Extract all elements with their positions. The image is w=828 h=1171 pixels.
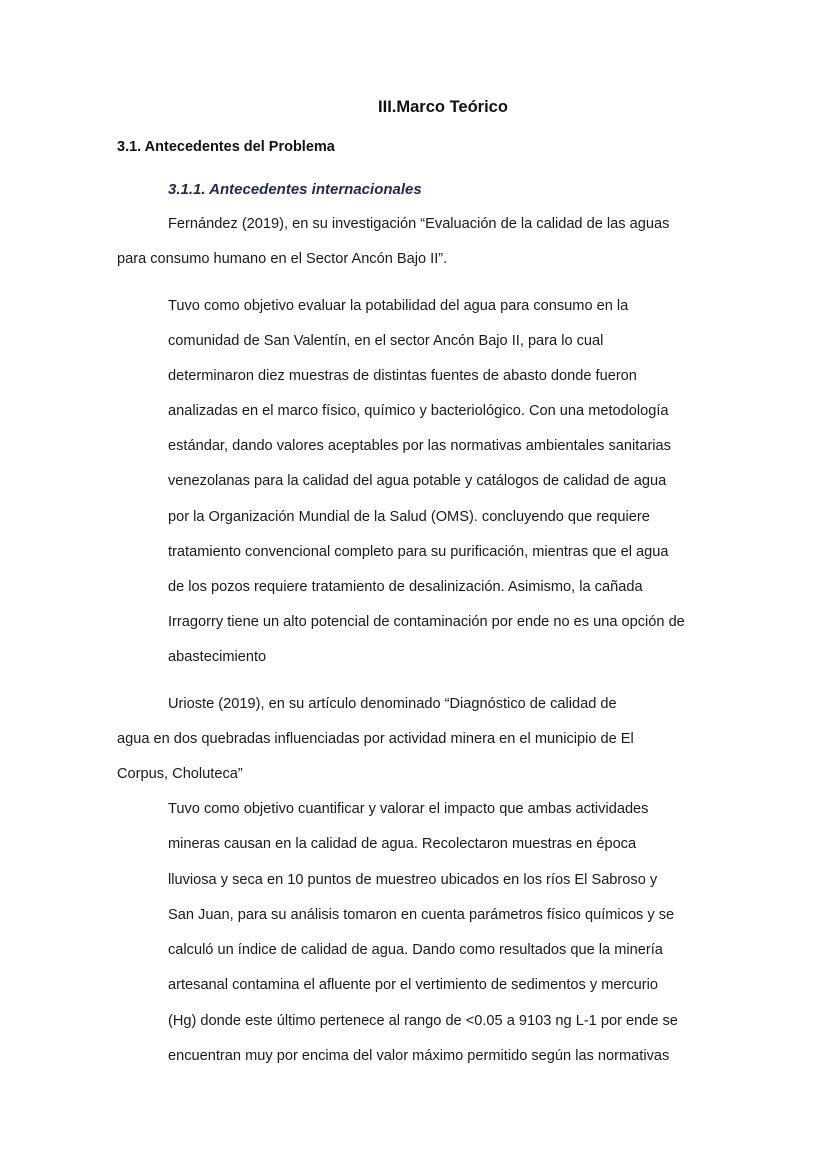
- text-line: Fernández (2019), en su investigación “Evaluación de la calidad de las aguas: [168, 216, 670, 232]
- text-line: San Juan, para su análisis tomaron en cuenta parámetros físico químicos y se: [168, 907, 675, 923]
- text-line: Tuvo como objetivo evaluar la potabilidad del agua para consumo en la: [168, 298, 629, 314]
- text-line: de los pozos requiere tratamiento de desalinización. Asimismo, la cañada: [168, 579, 643, 595]
- text-line: Tuvo como objetivo cuantificar y valorar el impacto que ambas actividades: [168, 801, 649, 817]
- text-line: analizadas en el marco físico, químico y bacteriológico. Con una metodología: [168, 403, 669, 419]
- text-line: determinaron diez muestras de distintas fuentes de abasto donde fueron: [168, 368, 637, 384]
- text-line: Irragorry tiene un alto potencial de contaminación por ende no es una opción de: [168, 614, 685, 630]
- text-line: comunidad de San Valentín, en el sector Ancón Bajo II, para lo cual: [168, 333, 604, 349]
- text-line: Corpus, Choluteca”: [117, 766, 243, 782]
- text-line: tratamiento convencional completo para su purificación, mientras que el agua: [168, 544, 669, 560]
- text-line: artesanal contamina el afluente por el vertimiento de sedimentos y mercurio: [168, 977, 658, 993]
- text-line: agua en dos quebradas influenciadas por actividad minera en el municipio de El: [117, 731, 634, 747]
- text-line: estándar, dando valores aceptables por las normativas ambientales sanitarias: [168, 438, 671, 454]
- text-line: para consumo humano en el Sector Ancón Bajo II”.: [117, 251, 448, 267]
- text-line: calculó un índice de calidad de agua. Dando como resultados que la minería: [168, 942, 663, 958]
- text-line: abastecimiento: [168, 649, 267, 665]
- text-line: encuentran muy por encima del valor máximo permitido según las normativas: [168, 1048, 670, 1064]
- text-line: lluviosa y seca en 10 puntos de muestreo ubicados en los ríos El Sabroso y: [168, 872, 658, 888]
- text-line: Urioste (2019), en su artículo denominado “Diagnóstico de calidad de: [168, 696, 617, 712]
- text-line: por la Organización Mundial de la Salud (OMS). concluyendo que requiere: [168, 509, 650, 525]
- text-line: (Hg) donde este último pertenece al rango de <0.05 a 9103 ng L-1 por ende se: [168, 1013, 678, 1029]
- text-line: venezolanas para la calidad del agua potable y catálogos de calidad de agua: [168, 473, 667, 489]
- section-heading: 3.1. Antecedentes del Problema: [117, 139, 335, 155]
- text-line: mineras causan en la calidad de agua. Recolectaron muestras en época: [168, 836, 637, 852]
- chapter-title: III.Marco Teórico: [378, 98, 508, 116]
- subsection-heading: 3.1.1. Antecedentes internacionales: [168, 181, 422, 198]
